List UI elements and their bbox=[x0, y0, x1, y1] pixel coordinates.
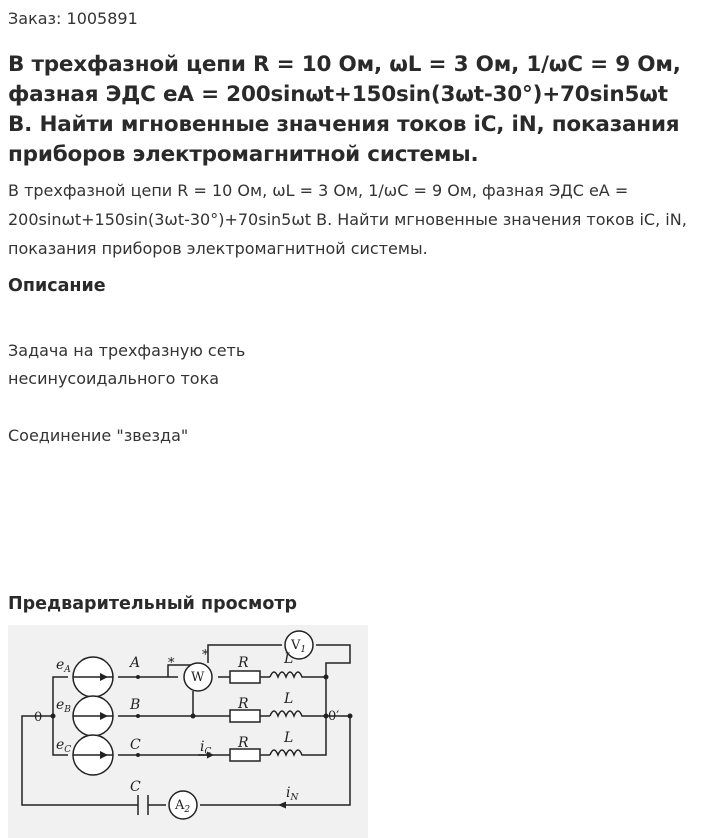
wattmeter-label: W bbox=[191, 670, 205, 685]
description-line: Задача на трехфазную сеть bbox=[8, 341, 246, 360]
current-c-label: $i_C$ bbox=[200, 739, 212, 757]
preview-heading: Предварительный просмотр bbox=[8, 594, 298, 614]
wattmeter-star-current: * bbox=[168, 656, 175, 671]
inductor-c-label: L bbox=[284, 730, 294, 746]
voltmeter-label: $V_1$ bbox=[291, 638, 307, 655]
task-title: В трехфазной цепи R = 10 Ом, ωL = 3 Ом, 1/ωC = 9 Ом, фазная ЭДС eA = 200sinωt+150sin(3ωt-30°)+70sin5ωt В. Найти мгновенные значения токов iC, iN, показания приборов электромагнитной системы. bbox=[8, 52, 681, 167]
description-line: Соединение "звезда" bbox=[8, 426, 189, 445]
resistor-c-label: R bbox=[238, 735, 249, 751]
description-line: несинусоидального тока bbox=[8, 369, 220, 388]
wattmeter-star-voltage: * bbox=[202, 648, 209, 663]
current-n-label: $i_N$ bbox=[286, 785, 299, 803]
circuit-diagram bbox=[8, 625, 368, 838]
task-text: В трехфазной цепи R = 10 Ом, ωL = 3 Ом, 1/ωC = 9 Ом, фазная ЭДС eA = 200sinωt+150sin(3ωt-30°)+70sin5ωt В. Найти мгновенные значения токов iC, iN, показания приборов электромагнитной системы. bbox=[8, 181, 687, 258]
node-b-label: B bbox=[130, 697, 141, 713]
neutral-right-label: 0′ bbox=[328, 709, 340, 724]
resistor-b-label: R bbox=[238, 696, 249, 712]
resistor-a-label: R bbox=[238, 655, 249, 671]
neutral-left-label: 0 bbox=[34, 710, 43, 725]
node-c-label: C bbox=[130, 737, 141, 753]
emf-c-label: $e_C$ bbox=[56, 737, 72, 755]
node-a-label: A bbox=[130, 655, 141, 671]
capacitor-label: C bbox=[130, 779, 141, 795]
ammeter-label: $A_2$ bbox=[175, 798, 191, 815]
circuit-preview-image bbox=[8, 625, 368, 838]
inductor-a-label: L bbox=[284, 651, 294, 667]
inductor-b-label: L bbox=[284, 691, 294, 707]
order-number: Заказ: 1005891 bbox=[8, 9, 138, 28]
emf-b-label: $e_B$ bbox=[56, 697, 71, 715]
description-heading: Описание bbox=[8, 276, 106, 296]
emf-a-label: $e_A$ bbox=[56, 657, 71, 675]
